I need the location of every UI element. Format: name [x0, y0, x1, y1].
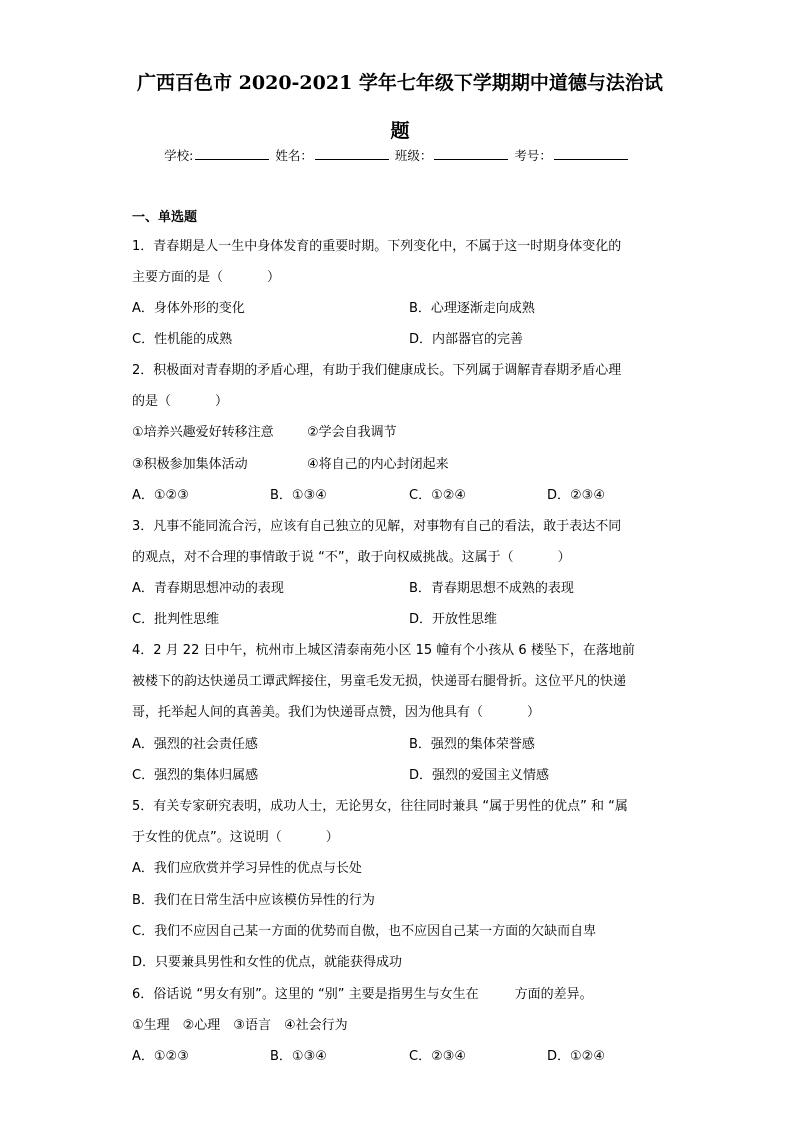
- q2-statement-1: ①培养兴趣爱好转移注意: [132, 425, 274, 440]
- q5-stem-line-2: 于女性的优点”。这说明（ ）: [132, 830, 339, 845]
- q6-statements: ①生理 ②心理 ③语言 ④社会行为: [132, 1018, 348, 1033]
- q2-option-b[interactable]: B．①③④: [270, 488, 327, 503]
- q2-statement-4: ④将自己的内心封闭起来: [307, 457, 449, 472]
- q5-option-b[interactable]: B．我们在日常生活中应该模仿异性的行为: [132, 893, 375, 908]
- number-label: 考号：: [514, 148, 552, 163]
- number-blank[interactable]: [554, 147, 628, 160]
- q1-option-b[interactable]: B．心理逐渐走向成熟: [409, 301, 535, 316]
- q3-option-d[interactable]: D．开放性思维: [409, 612, 498, 627]
- q1-option-c[interactable]: C．性机能的成熟: [132, 332, 233, 347]
- class-blank[interactable]: [434, 147, 508, 160]
- q2-option-a[interactable]: A．①②③: [132, 488, 189, 503]
- q1-option-d[interactable]: D．内部器官的完善: [409, 332, 524, 347]
- q1-stem-line-1: 1．青春期是人一生中身体发育的重要时期。下列变化中，不属于这一时期身体变化的: [132, 239, 622, 254]
- q5-option-a[interactable]: A．我们应欣赏并学习异性的优点与长处: [132, 861, 362, 876]
- class-label: 班级：: [394, 148, 433, 163]
- q4-option-d[interactable]: D．强烈的爱国主义情感: [409, 768, 550, 783]
- q3-option-a[interactable]: A．青春期思想冲动的表现: [132, 581, 284, 596]
- q5-option-c[interactable]: C．我们不应因自己某一方面的优势而自傲，也不应因自己某一方面的欠缺而自卑: [132, 924, 597, 939]
- student-info-row: [0, 146, 794, 164]
- q4-option-a[interactable]: A．强烈的社会责任感: [132, 737, 258, 752]
- q6-option-c[interactable]: C．②③④: [409, 1049, 467, 1064]
- document-title-line-2: 题: [390, 120, 410, 142]
- q2-statement-3: ③积极参加集体活动: [132, 457, 248, 472]
- q2-stem-line-1: 2．积极面对青春期的矛盾心理，有助于我们健康成长。下列属于调解青春期矛盾心理: [132, 363, 622, 378]
- q5-option-d[interactable]: D．只要兼具男性和女性的优点，就能获得成功: [132, 955, 403, 970]
- q2-option-c[interactable]: C．①②④: [409, 488, 467, 503]
- q3-stem-line-2: 的观点，对不合理的事情敢于说 “不”，敢于向权威挑战。这属于（ ）: [132, 550, 571, 565]
- q2-stem-line-2: 的是（ ）: [132, 394, 229, 409]
- document-title-line-1: 广西百色市 2020-2021 学年七年级下学期期中道德与法治试: [137, 72, 663, 94]
- name-label: 姓名：: [275, 148, 313, 163]
- q6-option-a[interactable]: A．①②③: [132, 1049, 189, 1064]
- section-heading: 一、单选题: [132, 210, 198, 225]
- school-label: 学校:: [164, 148, 194, 163]
- q3-stem-line-1: 3．凡事不能同流合污，应该有自己独立的见解，对事物有自己的看法，敢于表达不同: [132, 519, 622, 534]
- q4-stem-line-2: 被楼下的韵达快递员工谭武辉接住，男童毛发无损，快递哥右腿骨折。这位平凡的快递: [132, 674, 627, 689]
- q3-option-b[interactable]: B．青春期思想不成熟的表现: [409, 581, 574, 596]
- school-blank[interactable]: [195, 147, 269, 160]
- q4-option-b[interactable]: B．强烈的集体荣誉感: [409, 737, 535, 752]
- q2-option-d[interactable]: D．②③④: [547, 488, 605, 503]
- name-blank[interactable]: [315, 147, 389, 160]
- q6-option-d[interactable]: D．①②④: [547, 1049, 605, 1064]
- q6-option-b[interactable]: B．①③④: [270, 1049, 327, 1064]
- q4-stem-line-3: 哥，托举起人间的真善美。我们为快递哥点赞，因为他具有（ ）: [132, 705, 541, 720]
- q3-option-c[interactable]: C．批判性思维: [132, 612, 220, 627]
- q1-stem-line-2: 主要方面的是（ ）: [132, 270, 281, 285]
- q2-statement-2: ②学会自我调节: [307, 425, 397, 440]
- q5-stem-line-1: 5．有关专家研究表明，成功人士，无论男女，往往同时兼具 “属于男性的优点” 和 “属: [132, 799, 628, 814]
- q4-option-c[interactable]: C．强烈的集体归属感: [132, 768, 259, 783]
- q4-stem-line-1: 4．2 月 22 日中午，杭州市上城区清泰南苑小区 15 幢有个小孩从 6 楼坠下，在落地前: [132, 643, 635, 658]
- q6-stem-line-1: 6．俗话说 “男女有别”。这里的 “别” 主要是指男生与女生在 方面的差异。: [132, 987, 593, 1002]
- q1-option-a[interactable]: A．身体外形的变化: [132, 301, 245, 316]
